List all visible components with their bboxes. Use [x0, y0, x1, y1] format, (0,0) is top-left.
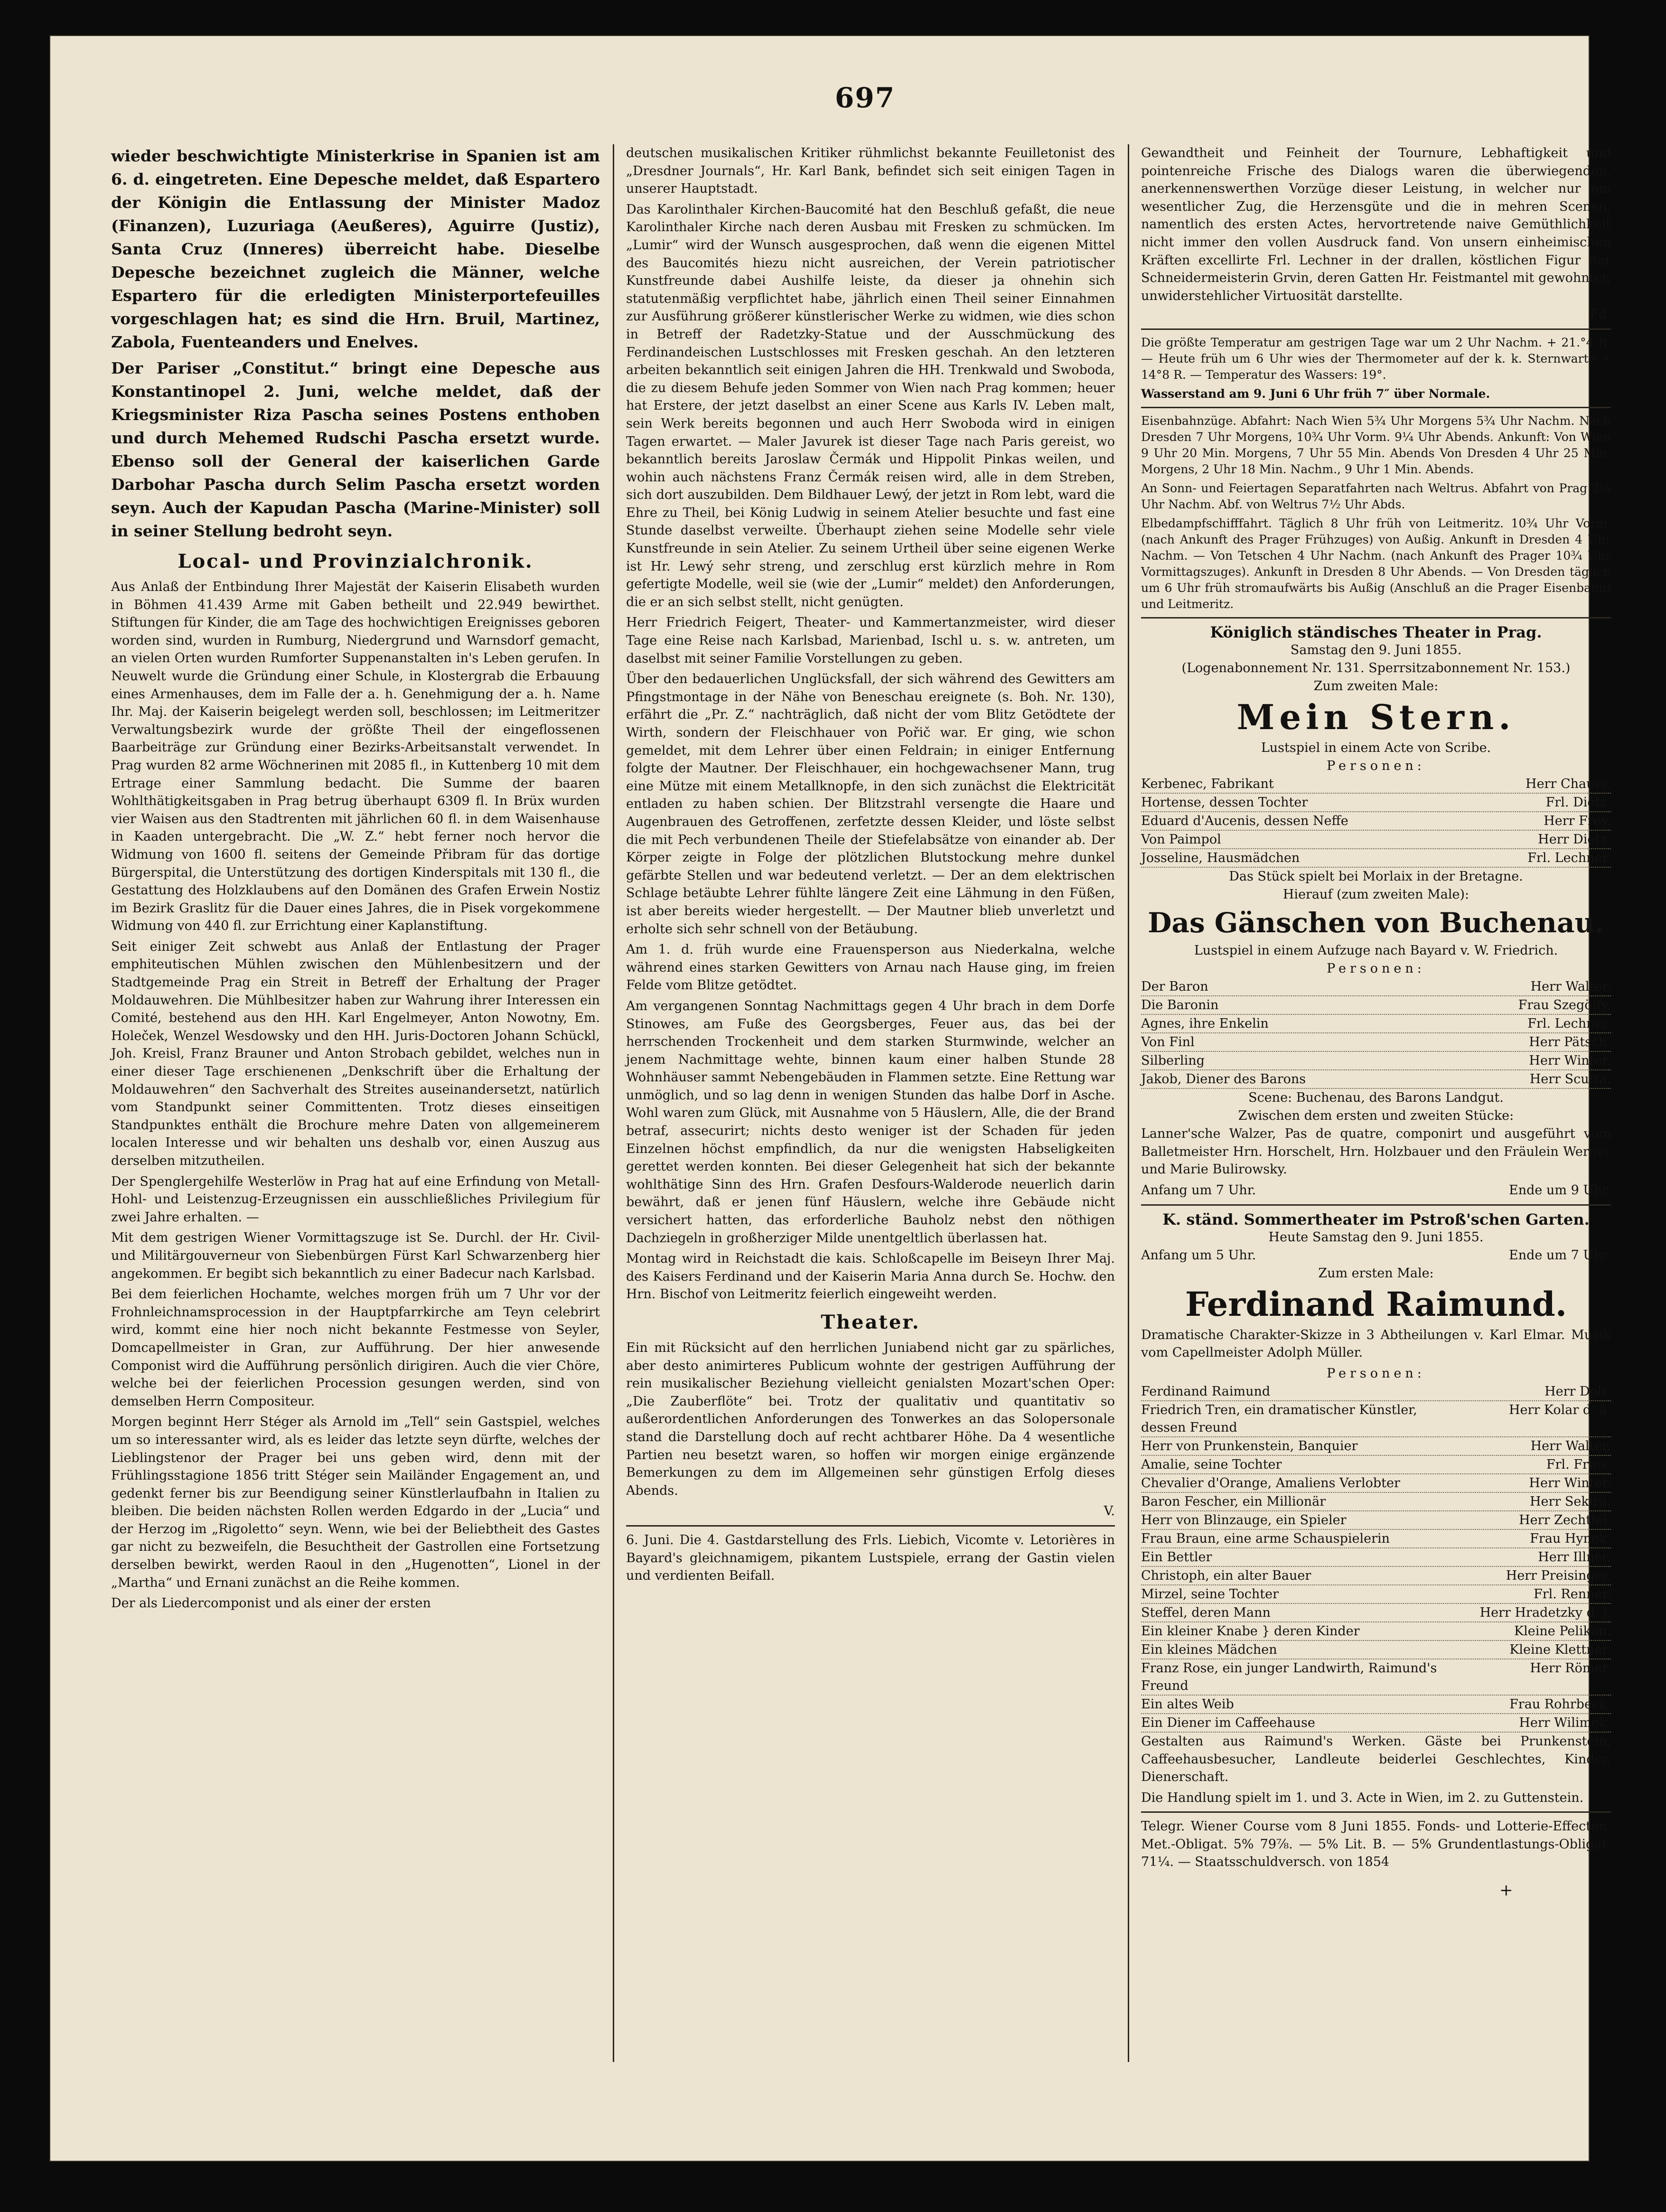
cast-row: [1141, 1383, 1611, 1401]
water-level: Wasserstand am 9. Juni 6 Uhr früh 7″ über Normale.: [1141, 386, 1490, 401]
actor-name: Herr Frey.: [1544, 813, 1611, 828]
article-constantinople: Der Pariser „Constitut.“ bringt eine Depesche aus Konstantinopel 2. Juni, welche meldet, daß der Kriegsminister Riza Pascha seines Postens enthoben und durch Mehemed Rudschi Pascha ersetzt wurde. Ebenso soll der General der kaiserlichen Garde Darbohar Pascha durch Selim Pascha ersetzt worden seyn. Auch der Kapudan Pascha (Marine-Minister) soll in seiner Stellung bedroht seyn.: [111, 359, 600, 540]
actor-name: Kleine Pelikan.: [1514, 1623, 1611, 1639]
role-name: Kerbenec, Fabrikant: [1141, 776, 1274, 791]
cast-row: [1141, 1548, 1611, 1567]
actor-name: Herr Winter.: [1529, 1475, 1611, 1490]
actor-name: Herr Walter.: [1530, 1438, 1611, 1453]
actor-name: Herr Dietz.: [1538, 832, 1611, 847]
cast-row: [1141, 1456, 1611, 1474]
railway-extra: An Sonn- und Feiertagen Separatfahrten nach Weltrus. Abfahrt von Prag 2¼ Uhr Nachm. Abf. von Weltrus 7½ Uhr Abds.: [1141, 481, 1611, 511]
role-name: Ein Bettler: [1141, 1549, 1212, 1565]
cast-row: [1141, 1585, 1611, 1604]
role-name: Von Paimpol: [1141, 832, 1221, 847]
actor-name: Frl. Lechner.: [1527, 850, 1611, 865]
actor-name: Herr Chauer.: [1526, 776, 1611, 791]
cast-row: [1141, 1622, 1611, 1641]
play-subtitle: Dramatische Charakter-Skizze in 3 Abtheilungen v. Karl Elmar. Musik vom Capellmeister Adolph Müller.: [1141, 1327, 1611, 1360]
article-paragraph: Das Karolinthaler Kirchen-Baucomité hat den Beschluß gefaßt, die neue Karolinthaler Kirche nach deren Ausbau mit Fresken zu schmücken. Im „Lumir“ wird der Wunsch ausgesprochen, daß wenn die eigenen Mittel des Baucomités hiezu nicht ausreichen, der Verein patriotischer Kunstfreunde dabei Aushilfe leiste, da dieser ja ohnehin sich statutenmäßig verpflichtet habe, jährlich einen Theil seiner Einnahmen zur Ausführung größerer künstlerischer Werke zu widmen, wie dies schon in Betreff der Radetzky-Statue und der Ausschmückung des Ferdinandeischen Lustschlosses mit Fresken geschah. An den letzteren arbeiten bekanntlich seit einigen Jahren die HH. Trenkwald und Swoboda, die zu diesem Behufe jeden Sommer von Wien nach Prag kommen; heuer hat Erstere, der jetzt daselbst an einer Scene aus Karls IV. Leben malt, sein Werk bereits begonnen und auch Herr Swoboda wird in einigen Tagen erwartet. — Maler Javurek ist dieser Tage nach Paris gereist, wo bekanntlich bereits Jaroslaw Čermák und Hippolit Pinkas weilen, und wohin auch nächstens Franz Čermák reisen wird, alle in dem Streben, sich dort auszubilden. Dem Bildhauer Lewý, der jetzt in Rom lebt, ward die Ehre zu Theil, bei König Ludwig in seinem Atelier besuchte und fast eine Stunde daselbst verweilte. Überhaupt ziehen seine Modelle sehr viele Kunstfreunde in sein Atelier. Zu seinem Urtheil über seine eigenen Werke ist Hr. Lewý sehr streng, und zerschlug erst kürzlich mehre in Rom gefertigte Modelle, weil sie (wie der „Lumir“ meldet) den Anforderungen, die er an sich selbst stellt, nicht genügten.: [626, 202, 1115, 609]
actor-name: Herr Dolt.: [1544, 1384, 1611, 1399]
actor-name: Herr Winter.: [1529, 1053, 1611, 1068]
cast-row: [1141, 1659, 1611, 1696]
role-name: Amalie, seine Tochter: [1141, 1457, 1282, 1472]
role-name: Ein Diener im Caffeehause: [1141, 1715, 1315, 1730]
role-name: Jakob, Diener des Barons: [1141, 1071, 1306, 1087]
actor-name: Herr Pätsch.: [1529, 1034, 1611, 1050]
article-paragraph: Morgen beginnt Herr Stéger als Arnold im „Tell“ sein Gastspiel, welches um so interessanter wird, als es leider das letzte seyn dürfte, welches der Lieblingstenor der Prager bei uns geben wird, denn mit der Frühlingsstagione 1856 tritt Stéger sein Mailänder Engagement an, und gedenkt ferner bis zur Beendigung seiner Künstlerlaufbahn in Italien zu bleiben. Die beiden nächsten Rollen werden Edgardo in der „Lucia“ und der Herzog im „Rigoletto“ seyn. Wenn, wie bei der Beliebtheit des Gastes gar nicht zu bezweifeln, die Besuchtheit der Gastrollen eine Fortsetzung derselben bewirkt, werden Raoul in den „Hugenotten“, Lionel in der „Martha“ und Ernani zunächst an die Reihe kommen.: [111, 1415, 600, 1590]
actor-name: Herr Kolar d. ä.: [1509, 1402, 1611, 1417]
article-paragraph: Gewandtheit und Feinheit der Tournure, Lebhaftigkeit und pointenreiche Frische des Dialogs waren die überwiegenden, anerkennenswerthen Vorzüge dieser Leistung, in welcher nur ein wesentlicher Zug, die Herzensgüte und die in mehren Scenen, namentlich des ersten Actes, hervortretende naive Gemüthlichkeit nicht immer den vollen Ausdruck fand. Von unsern einheimischen Kräften excellirte Frl. Lechner in der drallen, köstlichen Figur der Schneidermeisterin Grvin, deren Gatten Hr. Feistmantel mit gewohnter, unwiderstehlicher Virtuosität darstellte.: [1141, 146, 1611, 303]
cast-row: [1141, 1070, 1611, 1089]
role-name: Agnes, ihre Enkelin: [1141, 1016, 1269, 1031]
article-paragraph: Montag wird in Reichstadt die kais. Schloßcapelle im Beiseyn Ihrer Maj. des Kaisers Ferdinand und der Kaiserin Maria Anna durch Se. Hochw. den Hrn. Bischof von Leitmeritz feierlich eingeweiht werden.: [626, 1251, 1115, 1302]
cast-row: [1141, 794, 1611, 812]
divider: [1141, 1811, 1611, 1813]
role-name: Herr von Prunkenstein, Banquier: [1141, 1438, 1358, 1453]
article-paragraph: Der Spenglergehilfe Westerlöw in Prag hat auf eine Erfindung von Metall-Hohl- und Leistenzug-Erzeugnissen ein ausschließliches Privilegium für zwei Jahre erhalten. —: [111, 1174, 600, 1225]
cast-row: [1141, 775, 1611, 794]
divider: [1141, 407, 1611, 408]
cast-row: [1141, 1641, 1611, 1659]
cast-row: [1141, 1511, 1611, 1530]
actor-name: Herr Römer.: [1530, 1660, 1611, 1676]
performance-count: Zum ersten Male:: [1318, 1265, 1434, 1281]
theater-abonnement: (Logenabonnement Nr. 131. Sperrsitzabonnement Nr. 153.): [1181, 660, 1571, 675]
theater-title: K. ständ. Sommertheater im Pstroß'schen Garten.: [1162, 1210, 1590, 1228]
role-name: Ferdinand Raimund: [1141, 1384, 1271, 1399]
signature: V.: [1104, 1504, 1115, 1519]
page-number: 697: [835, 82, 896, 114]
intermission-note: Zwischen dem ersten und zweiten Stücke:: [1238, 1108, 1514, 1123]
performance-count: Zum zweiten Male:: [1313, 678, 1439, 694]
stock-course: Telegr. Wiener Course vom 8 Juni 1855. Fonds- und Lotterie-Effecten. Met.-Obligat. 5% 79⅞. — 5% Lit. B. — 5% Grundentlastungs-Obligat. 71¼. — Staatsschuldversch. von 1854: [1141, 1819, 1611, 1870]
article-paragraph: Der als Liedercomponist und als einer der ersten: [111, 1596, 431, 1611]
end-time: Ende um 7 Uhr.: [1509, 1247, 1611, 1263]
actor-name: Herr Sekira.: [1530, 1494, 1611, 1509]
role-name: Friedrich Tren, ein dramatischer Künstler, dessen Freund: [1141, 1402, 1417, 1435]
cast-row: [1141, 812, 1611, 831]
role-name: Christoph, ein alter Bauer: [1141, 1568, 1311, 1583]
role-name: Ein kleines Mädchen: [1141, 1642, 1277, 1657]
role-name: Steffel, deren Mann: [1141, 1605, 1271, 1620]
divider: [1141, 1204, 1611, 1206]
cast-row: [1141, 1401, 1611, 1437]
actor-name: Frl. Renner.: [1533, 1586, 1611, 1602]
cast-row: [1141, 978, 1611, 996]
section-heading-local: Local- und Provinzialchronik.: [178, 550, 533, 572]
role-name: Herr von Blinzauge, ein Spieler: [1141, 1512, 1347, 1528]
cast-row: [1141, 1052, 1611, 1070]
article-paragraph: Seit einiger Zeit schwebt aus Anlaß der Entlastung der Prager emphiteutischen Mühlen zwischen den Mühlenbesitzern und der Stadtgemeinde Prag ein Streit in Betreff der Erhaltung der Prager Moldauwehren. Die Mühlbesitzer haben zur Wahrung ihrer Interessen ein Comité, bestehend aus den HH. Karl Engelmeyer, Anton Nowotny, Em. Holeček, Wenzel Wesdowsky und den HH. Juris-Doctoren Johann Schückl, Joh. Kreisl, Franz Brauner und Anton Strobach gebildet, welches nun in einer dieser Tage erschienenen „Denkschrift über die Erhaltung der Moldauwehren“ den Sachverhalt des Streites auseinandersetzt, natürlich vom Standpunkt seiner Committenten. Trotz dieses einseitigen Standpunktes enthält die Brochure mehre Daten von allgemeinerem localen Interesse und wir behalten uns deshalb vor, einen Auszug aus derselben mitzutheilen.: [111, 939, 600, 1168]
cast-row: [1141, 1015, 1611, 1033]
cast-list: [1141, 1383, 1611, 1733]
hierauf-note: Hierauf (zum zweiten Male):: [1282, 887, 1469, 902]
column-right: [1141, 144, 1611, 1874]
start-time: Anfang um 5 Uhr.: [1141, 1247, 1256, 1263]
cast-row: [1141, 1474, 1611, 1493]
actor-name: Herr Preisinger.: [1506, 1568, 1611, 1583]
article-paragraph: Aus Anlaß der Entbindung Ihrer Majestät der Kaiserin Elisabeth wurden in Böhmen 41.439 Arme mit Gaben betheilt und 22.949 bewirthet. Stiftungen für Kinder, die am Tage des hochwichtigen Ereignisses geboren worden sind, wurden in Rumburg, Niedergrund und Warnsdorf gemacht, an vielen Orten wurden Rumforter Suppenanstalten in's Leben gerufen. In Neuwelt wurde die Gründung einer Schule, in Klostergrab die Erbauung eines Armenhauses, dem im Falle der a. h. Genehmigung der a. h. Name Ihr. Maj. der Kaiserin beigelegt werden soll, beschlossen; im Leitmeritzer Verwaltungsbezirk wurde der größte Theil der eingeflossenen Baarbeiträge zur Gründung einer Bezirks-Arbeitsanstalt verwendet. In Prag wurden 82 arme Wöchnerinen mit 2085 fl., in Kuttenberg 10 mit dem Ertrage einer Sammlung bedacht. Die Summe der baaren Wohlthätigkeitsgaben in Prag betrug überhaupt 6309 fl. In Brüx wurden vier Waisen aus den Stadtrenten mit jährlichen 60 fl. in dem Waisenhause in Kaaden untergebracht. Die „W. Z.“ hebt ferner noch hervor die Widmung von 1600 fl. seitens der Gemeinde Přibram für das dortige Bürgerspital, die Unterstützung des dortigen Kinderspitals mit 130 fl., die Gestattung des Holzklaubens auf den Domänen des Grafen Erwein Nostiz im Bezirk Graslitz für die Dauer eines Jahres, die in Pisek vorgekommene Widmung von 440 fl. zur Errichtung einer Kaplanstiftung.: [111, 580, 600, 934]
cast-row: [1141, 849, 1611, 868]
theater-date: Samstag den 9. Juni 1855.: [1290, 642, 1462, 657]
column-left: [111, 144, 600, 1615]
role-name: Ein kleiner Knabe } deren Kinder: [1141, 1623, 1360, 1639]
column-rule: [613, 144, 614, 2062]
cast-row: [1141, 996, 1611, 1015]
cast-row: [1141, 1714, 1611, 1733]
cast-row: [1141, 1530, 1611, 1548]
cast-row: [1141, 1493, 1611, 1511]
role-name: Ein altes Weib: [1141, 1696, 1234, 1712]
actor-name: Herr Zechtiel.: [1519, 1512, 1611, 1528]
actor-name: Herr Scutta.: [1529, 1071, 1611, 1087]
role-name: Franz Rose, ein junger Landwirth, Raimund's Freund: [1141, 1660, 1437, 1693]
play-title: Das Gänschen von Buchenau.: [1148, 906, 1604, 939]
article-paragraph: Am 1. d. früh wurde eine Frauensperson aus Niederkalna, welche während eines starken Gewitters von Arnau nach Hause ging, im freien Felde vom Blitze getödtet.: [626, 942, 1115, 993]
role-name: Die Baronin: [1141, 997, 1219, 1012]
play-title: Ferdinand Raimund.: [1185, 1284, 1567, 1324]
actor-name: Frau Rohrbeck.: [1509, 1696, 1611, 1712]
article-paragraph: Bei dem feierlichen Hochamte, welches morgen früh um 7 Uhr vor der Frohnleichnamsprocession in der Hauptpfarrkirche am Teyn celebrirt wird, kommt eine hier noch nicht bekannte Festmesse von Seyler, Domcapellmeister in Gran, zur Aufführung. Der hier anwesende Componist wird die Aufführung persönlich dirigiren. Auch die vier Chöre, welche bei der feierlichen Procession gesungen werden, sind von demselben Herrn Compositeur.: [111, 1287, 600, 1409]
actor-name: Kleine Klettner.: [1509, 1642, 1611, 1657]
actor-name: Herr Walter.: [1530, 979, 1611, 994]
role-name: Frau Braun, eine arme Schauspielerin: [1141, 1531, 1390, 1546]
actor-name: Frl. Lechner.: [1527, 1016, 1611, 1031]
role-name: Eduard d'Aucenis, dessen Neffe: [1141, 813, 1348, 828]
article-paragraph: Ein mit Rücksicht auf den herrlichen Juniabend nicht gar zu spärliches, aber desto animirteres Publicum wohnte der gestrigen Aufführung der rein musikalischer Beziehung vielleicht genialsten Mozart'schen Oper: „Die Zauberflöte“ bei. Trotz der qualitativ und quantitativ so außerordentlichen Anforderungen des Tonwerkes an das Solopersonale stand die Darstellung doch auf recht achtbarer Höhe. Da 4 wesentliche Partien neu besetzt waren, so hoffen wir morgen einige ergänzende Bemerkungen zu dem im Allgemeinen sehr günstigen Erfolg dieses Abends.: [626, 1340, 1115, 1498]
play-subtitle: Lustspiel in einem Aufzuge nach Bayard v. W. Friedrich.: [1194, 943, 1558, 958]
lanner-walzer-note: Lanner'sche Walzer, Pas de quatre, componirt und ausgeführt vom Balletmeister Hrn. Horschelt, Hrn. Holzbauer und den Fräulein Werner und Marie Bulirowsky.: [1141, 1126, 1611, 1177]
actor-name: Frl. Fries.: [1546, 1457, 1611, 1472]
play-scene: Scene: Buchenau, des Barons Landgut.: [1248, 1090, 1504, 1105]
role-name: Von Finl: [1141, 1034, 1195, 1050]
article-paragraph: deutschen musikalischen Kritiker rühmlichst bekannte Feuilletonist des „Dresdner Journals“, Hr. Karl Bank, befindet sich seit einigen Tagen in unserer Hauptstadt.: [626, 146, 1115, 197]
actor-name: Frl. Dietz.: [1545, 795, 1611, 810]
cast-row: [1141, 1437, 1611, 1456]
extra-cast: Gestalten aus Raimund's Werken. Gäste bei Prunkenstein, Caffeehausbesucher, Landleute beiderlei Geschlechtes, Kinder, Dienerschaft.: [1141, 1734, 1611, 1785]
role-name: Baron Fescher, ein Millionär: [1141, 1494, 1326, 1509]
steamship-schedule: Elbedampfschifffahrt. Täglich 8 Uhr früh von Leitmeritz. 10¾ Uhr Vorm. (nach Ankunft des Prager Frühzuges) von Außig. Ankunft in Dresden 4 Uhr Nachm. — Von Tetschen 4 Uhr Nachm. (nach Ankunft des Prager 10¾ Uhr Vormittagszuges). Ankunft in Dresden 8 Uhr Abends. — Von Dresden täglich um 6 Uhr früh stromaufwärts bis Außig (Anschluß an die Prager Eisenbahn) und Leitmeritz.: [1141, 516, 1611, 611]
role-name: Josseline, Hausmädchen: [1141, 850, 1300, 865]
role-name: Chevalier d'Orange, Amaliens Verlobter: [1141, 1475, 1400, 1490]
newspaper-page: [49, 35, 1611, 2162]
column-middle: [626, 144, 1115, 1588]
play-setting: Die Handlung spielt im 1. und 3. Acte in Wien, im 2. zu Guttenstein.: [1141, 1790, 1584, 1805]
divider: [1141, 617, 1611, 619]
column-rule: [1128, 144, 1129, 2062]
article-paragraph: Am vergangenen Sonntag Nachmittags gegen 4 Uhr brach in dem Dorfe Stinowes, am Fuße des Georgsberges, Feuer aus, das bei der herrschenden Trockenheit und dem starken Sturmwinde, welcher an jenem Nachmittage wehte, binnen kaum einer halben Stunde 28 Wohnhäuser sammt Nebengebäuden in Flammen setzte. Eine Rettung war unmöglich, und so lag denn in wenigen Stunden das halbe Dorf in Asche. Wohl waren zum Glück, mit Ausnahme von 5 Häuslern, Alle, die der Brand betraf, assecurirt; nichts desto weniger ist der Schaden für jeden Einzelnen höchst empfindlich, da nur die wenigsten Habseligkeiten gerettet werden konnten. Bei dieser Gelegenheit hat sich der bekannte wohlthätige Sinn des Hrn. Grafen Desfours-Walderode neuerlich darin bewährt, daß er jenen fünf Häuslern, welche ihre Gebäude nicht versichert hatten, das erforderliche Bauholz nebst den nöthigen Dachziegeln in großherziger Milde unentgeltlich überlassen hat.: [626, 998, 1115, 1246]
theater-title: Königlich ständisches Theater in Prag.: [1210, 623, 1542, 641]
railway-schedule: Eisenbahnzüge. Abfahrt: Nach Wien 5¾ Uhr Morgens 5¾ Uhr Nachm. Nach Dresden 7 Uhr Morgens, 10¾ Uhr Vorm. 9¼ Uhr Abends. Ankunft: Von Wien 9 Uhr 20 Min. Morgens, 7 Uhr 55 Min. Abends Von Dresden 4 Uhr 25 Min. Morgens, 2 Uhr 18 Min. Nachm., 9 Uhr 1 Min. Abends.: [1141, 413, 1611, 476]
role-name: Hortense, dessen Tochter: [1141, 795, 1308, 810]
start-end-times: [1141, 1181, 1611, 1200]
article-paragraph: Mit dem gestrigen Wiener Vormittagszuge ist Se. Durchl. der Hr. Civil- und Militärgouverneur von Siebenbürgen Fürst Karl Schwarzenberg hier angekommen. Er begibt sich bekanntlich zu einer Badecur nach Karlsbad.: [111, 1230, 600, 1281]
cast-row: [1141, 1033, 1611, 1052]
cast-row: [1141, 1696, 1611, 1714]
actor-name: Herr Wilimek.: [1519, 1715, 1611, 1730]
actor-name: Frau Hynek.: [1530, 1531, 1611, 1546]
cast-list: [1141, 775, 1611, 868]
article-paragraph: 6. Juni. Die 4. Gastdarstellung des Frls. Liebich, Vicomte v. Letorières in Bayard's gleichnamigem, pikantem Lustspiele, errang der Gastin vielen und verdienten Beifall.: [626, 1532, 1115, 1584]
play-subtitle: Lustspiel in einem Acte von Scribe.: [1261, 740, 1491, 755]
divider: [1141, 328, 1611, 330]
signature: Fd.: [1590, 307, 1611, 322]
cast-list: [1141, 978, 1611, 1089]
actor-name: Frau Szegöffy.: [1518, 997, 1611, 1012]
cast-heading: Personen:: [1327, 758, 1425, 773]
role-name: Mirzel, seine Tochter: [1141, 1586, 1279, 1602]
cast-row: [1141, 1567, 1611, 1585]
start-time: Anfang um 7 Uhr.: [1141, 1182, 1256, 1198]
weather-report: Die größte Temperatur am gestrigen Tage war um 2 Uhr Nachm. + 21.°4 R. — Heute früh um 6 Uhr wies der Thermometer auf der k. k. Sternwarte + 14°8 R. — Temperatur des Wassers: 19°.: [1141, 335, 1611, 382]
article-paragraph: Über den bedauerlichen Unglücksfall, der sich während des Gewitters am Pfingstmontage in der Nähe von Beneschau ereignete (s. Boh. Nr. 130), erfährt die „Pr. Z.“ nachträglich, daß nicht der vom Blitz Getödtete der Wirth, sondern der Fleischhauer von Pořič war. Er ging, wie schon gemeldet, mit dem Lehrer über einen Feldrain; in einiger Entfernung folgte der Mautner. Der Fleischhauer, ein hochgewachsener Mann, trug eine Mütze mit einem Metallknopfe, in den sich zunächst die Elektricität entladen zu haben schien. Der Blitzstrahl versengte die Haare und Augenbrauen des Getroffenen, zerfetzte dessen Kleider, und löste selbst die mit Pech verbundenen Theile der Stiefelabsätze von einander ab. Der Körper zeigte in Folge der plötzlichen Blutstockung mehre dunkel gefärbte Stellen und war bedeutend verletzt. — Der an dem elektrischen Schlage betäubte Lehrer fühlte längere Zeit eine Lähmung in den Füßen, ist aber bereits wieder hergestellt. — Der Mautner blieb unverletzt und erholte sich sehr schnell von der Betäubung.: [626, 672, 1115, 937]
start-end-times: [1141, 1247, 1611, 1265]
cast-heading: Personen:: [1327, 1366, 1425, 1381]
cross-mark: +: [1499, 1881, 1513, 1900]
actor-name: Herr Hradetzky d. j.: [1479, 1605, 1611, 1620]
article-spain: wieder beschwichtigte Ministerkrise in Spanien ist am 6. d. eingetreten. Eine Depesche meldet, daß Espartero der Königin die Entlassung der Minister Madoz (Finanzen), Luzuriaga (Aeußeres), Aguirre (Justiz), Santa Cruz (Inneres) überreicht habe. Dieselbe Depesche bezeichnet zugleich die Männer, welche Espartero für die erledigten Ministerportefeuilles vorgeschlagen hat; es sind die Hrn. Bruil, Martinez, Zabola, Fuenteanders und Enelves.: [111, 147, 600, 351]
play-scene: Das Stück spielt bei Morlaix in der Bretagne.: [1229, 869, 1523, 884]
article-paragraph: Herr Friedrich Feigert, Theater- und Kammertanzmeister, wird dieser Tage eine Reise nach Karlsbad, Marienbad, Ischl u. s. w. antreten, um daselbst mit seiner Familie Vorstellungen zu geben.: [626, 615, 1115, 666]
cast-heading: Personen:: [1327, 961, 1425, 976]
cast-row: [1141, 831, 1611, 849]
role-name: Silberling: [1141, 1053, 1205, 1068]
section-heading-theater: Theater.: [821, 1311, 920, 1333]
play-title: Mein Stern.: [1236, 696, 1516, 737]
actor-name: Herr Illner.: [1538, 1549, 1611, 1565]
cast-row: [1141, 1604, 1611, 1622]
theater-date: Heute Samstag den 9. Juni 1855.: [1268, 1229, 1484, 1245]
end-time: Ende um 9 Uhr.: [1509, 1182, 1611, 1198]
divider: [626, 1525, 1115, 1527]
role-name: Der Baron: [1141, 979, 1208, 994]
